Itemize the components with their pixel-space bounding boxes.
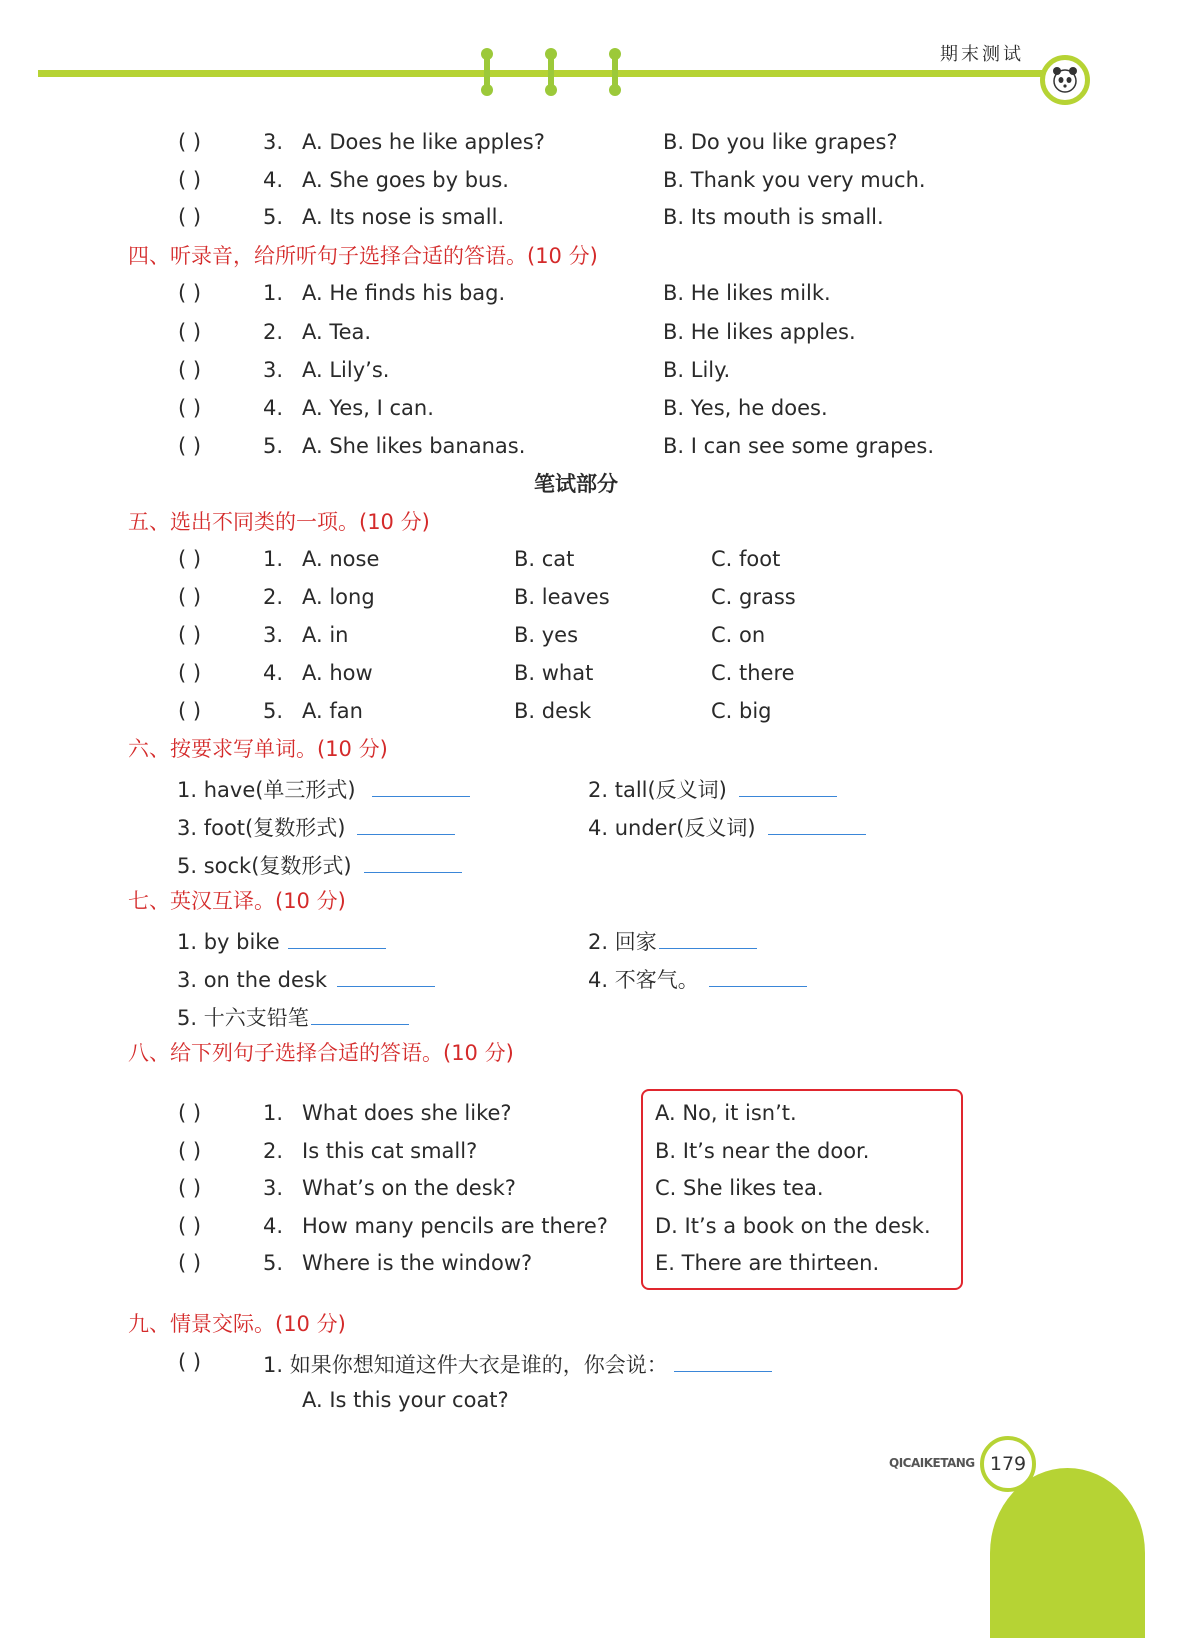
question-text: 2. 回家 bbox=[588, 930, 657, 954]
question-text: Where is the window? bbox=[302, 1251, 533, 1275]
item-number: 5. bbox=[263, 434, 284, 458]
footer-brand: QICAIKETANG bbox=[889, 1456, 975, 1470]
item-number: 4. bbox=[263, 168, 284, 192]
answer-blank[interactable] bbox=[709, 964, 807, 987]
s6-question-5 bbox=[177, 850, 462, 879]
answer-paren[interactable]: ( ) bbox=[178, 661, 202, 685]
s6-question-1 bbox=[177, 774, 470, 803]
answer-paren[interactable]: ( ) bbox=[178, 205, 202, 229]
item-number: 3. bbox=[263, 1176, 284, 1200]
written-part-heading: 笔试部分 bbox=[534, 472, 618, 496]
answer-blank[interactable] bbox=[674, 1349, 772, 1372]
page-number: 179 bbox=[980, 1436, 1036, 1492]
question-text: 5. 十六支铅笔 bbox=[177, 1006, 309, 1030]
section-5-title: 五、选出不同类的一项。(10 分) bbox=[128, 510, 430, 534]
option-c: C. there bbox=[711, 661, 795, 685]
binder-ring-icon bbox=[545, 48, 557, 94]
section-8-title: 八、给下列句子选择合适的答语。(10 分) bbox=[128, 1041, 514, 1065]
s6-question-2 bbox=[588, 774, 837, 803]
question-text: 3. on the desk bbox=[177, 968, 328, 992]
option-b: B. yes bbox=[514, 623, 579, 647]
s7-question-2 bbox=[588, 926, 757, 955]
option-b: B. leaves bbox=[514, 585, 610, 609]
question-text: How many pencils are there? bbox=[302, 1214, 608, 1238]
option-b: B. cat bbox=[514, 547, 575, 571]
option-a: A. nose bbox=[302, 547, 380, 571]
option-c: C. foot bbox=[711, 547, 781, 571]
question-text: 2. tall(反义词) bbox=[588, 778, 727, 802]
answer-paren[interactable]: ( ) bbox=[178, 434, 202, 458]
question-text: 1. 如果你想知道这件大衣是谁的，你会说： bbox=[263, 1353, 668, 1377]
answer-paren[interactable]: ( ) bbox=[178, 699, 202, 723]
option-a: A. Yes, I can. bbox=[302, 396, 434, 420]
section-7-title: 七、英汉互译。(10 分) bbox=[128, 889, 346, 913]
answer-paren[interactable]: ( ) bbox=[178, 1139, 202, 1163]
question-text: Is this cat small? bbox=[302, 1139, 478, 1163]
answer-option: D. It’s a book on the desk. bbox=[655, 1214, 931, 1238]
answer-blank[interactable] bbox=[739, 774, 837, 797]
answer-blank[interactable] bbox=[337, 964, 435, 987]
s7-question-1 bbox=[177, 926, 386, 955]
s7-question-4 bbox=[588, 964, 807, 993]
option-b: B. what bbox=[514, 661, 594, 685]
answer-paren[interactable]: ( ) bbox=[178, 1101, 202, 1125]
answer-paren[interactable]: ( ) bbox=[178, 130, 202, 154]
s7-question-3 bbox=[177, 964, 435, 993]
option-b: B. He likes apples. bbox=[663, 320, 856, 344]
section-4-title: 四、听录音，给所听句子选择合适的答语。(10 分) bbox=[128, 244, 598, 268]
section-9-title: 九、情景交际。(10 分) bbox=[128, 1312, 346, 1336]
corner-decoration bbox=[990, 1468, 1145, 1638]
answer-blank[interactable] bbox=[364, 850, 462, 873]
item-number: 3. bbox=[263, 358, 284, 382]
answer-blank[interactable] bbox=[659, 926, 757, 949]
item-number: 4. bbox=[263, 396, 284, 420]
answer-paren[interactable]: ( ) bbox=[178, 1214, 202, 1238]
option-a: A. Does he like apples? bbox=[302, 130, 545, 154]
answer-blank[interactable] bbox=[372, 774, 470, 797]
answer-blank[interactable] bbox=[311, 1002, 409, 1025]
option-b: B. Thank you very much. bbox=[663, 168, 926, 192]
answer-paren[interactable]: ( ) bbox=[178, 547, 202, 571]
s6-question-3 bbox=[177, 812, 455, 841]
item-number: 3. bbox=[263, 623, 284, 647]
s9-question-1 bbox=[263, 1349, 772, 1378]
answer-option: E. There are thirteen. bbox=[655, 1251, 880, 1275]
item-number: 2. bbox=[263, 1139, 284, 1163]
item-number: 2. bbox=[263, 585, 284, 609]
option-c: C. grass bbox=[711, 585, 796, 609]
option-a: A. She likes bananas. bbox=[302, 434, 526, 458]
option-b: B. Yes, he does. bbox=[663, 396, 828, 420]
answer-paren[interactable]: ( ) bbox=[178, 358, 202, 382]
answer-paren[interactable]: ( ) bbox=[178, 1350, 202, 1374]
section-6-title: 六、按要求写单词。(10 分) bbox=[128, 737, 388, 761]
answer-paren[interactable]: ( ) bbox=[178, 585, 202, 609]
item-number: 5. bbox=[263, 205, 284, 229]
item-number: 3. bbox=[263, 130, 284, 154]
option-b: B. Its mouth is small. bbox=[663, 205, 884, 229]
option-a: A. She goes by bus. bbox=[302, 168, 509, 192]
item-number: 4. bbox=[263, 661, 284, 685]
item-number: 4. bbox=[263, 1214, 284, 1238]
answer-blank[interactable] bbox=[288, 926, 386, 949]
question-text: What’s on the desk? bbox=[302, 1176, 516, 1200]
answer-blank[interactable] bbox=[357, 812, 455, 835]
s6-question-4 bbox=[588, 812, 866, 841]
question-text: 1. have(单三形式) bbox=[177, 778, 356, 802]
option-b: B. Lily. bbox=[663, 358, 731, 382]
answer-blank[interactable] bbox=[768, 812, 866, 835]
option-c: C. big bbox=[711, 699, 772, 723]
option-a: A. how bbox=[302, 661, 373, 685]
option-a: A. long bbox=[302, 585, 375, 609]
question-text: 4. 不客气。 bbox=[588, 968, 699, 992]
question-text: 4. under(反义词) bbox=[588, 816, 756, 840]
item-number: 1. bbox=[263, 547, 284, 571]
option-a: A. He finds his bag. bbox=[302, 281, 506, 305]
s7-question-5 bbox=[177, 1002, 409, 1031]
item-number: 2. bbox=[263, 320, 284, 344]
item-number: 5. bbox=[263, 1251, 284, 1275]
answer-paren[interactable]: ( ) bbox=[178, 168, 202, 192]
answer-paren[interactable]: ( ) bbox=[178, 320, 202, 344]
answer-paren[interactable]: ( ) bbox=[178, 623, 202, 647]
panda-mascot-icon bbox=[1040, 55, 1090, 105]
answer-paren[interactable]: ( ) bbox=[178, 1251, 202, 1275]
option-a: A. Its nose is small. bbox=[302, 205, 505, 229]
option-a: A. Is this your coat? bbox=[302, 1388, 509, 1412]
question-text: 5. sock(复数形式) bbox=[177, 854, 352, 878]
binder-ring-icon bbox=[481, 48, 493, 94]
answer-option: B. It’s near the door. bbox=[655, 1139, 870, 1163]
option-b: B. I can see some grapes. bbox=[663, 434, 935, 458]
item-number: 1. bbox=[263, 281, 284, 305]
question-text: What does she like? bbox=[302, 1101, 512, 1125]
option-a: A. Tea. bbox=[302, 320, 372, 344]
option-c: C. on bbox=[711, 623, 766, 647]
answer-paren[interactable]: ( ) bbox=[178, 281, 202, 305]
binder-ring-icon bbox=[609, 48, 621, 94]
answer-option: C. She likes tea. bbox=[655, 1176, 824, 1200]
option-b: B. desk bbox=[514, 699, 592, 723]
question-text: 3. foot(复数形式) bbox=[177, 816, 346, 840]
item-number: 1. bbox=[263, 1101, 284, 1125]
question-text: 1. by bike bbox=[177, 930, 280, 954]
option-a: A. fan bbox=[302, 699, 363, 723]
answer-paren[interactable]: ( ) bbox=[178, 1176, 202, 1200]
answer-paren[interactable]: ( ) bbox=[178, 396, 202, 420]
header-bar bbox=[38, 70, 1050, 77]
option-b: B. He likes milk. bbox=[663, 281, 831, 305]
item-number: 5. bbox=[263, 699, 284, 723]
answer-option: A. No, it isn’t. bbox=[655, 1101, 797, 1125]
header-title: 期末测试 bbox=[940, 44, 1024, 65]
option-a: A. in bbox=[302, 623, 349, 647]
option-b: B. Do you like grapes? bbox=[663, 130, 898, 154]
option-a: A. Lily’s. bbox=[302, 358, 390, 382]
